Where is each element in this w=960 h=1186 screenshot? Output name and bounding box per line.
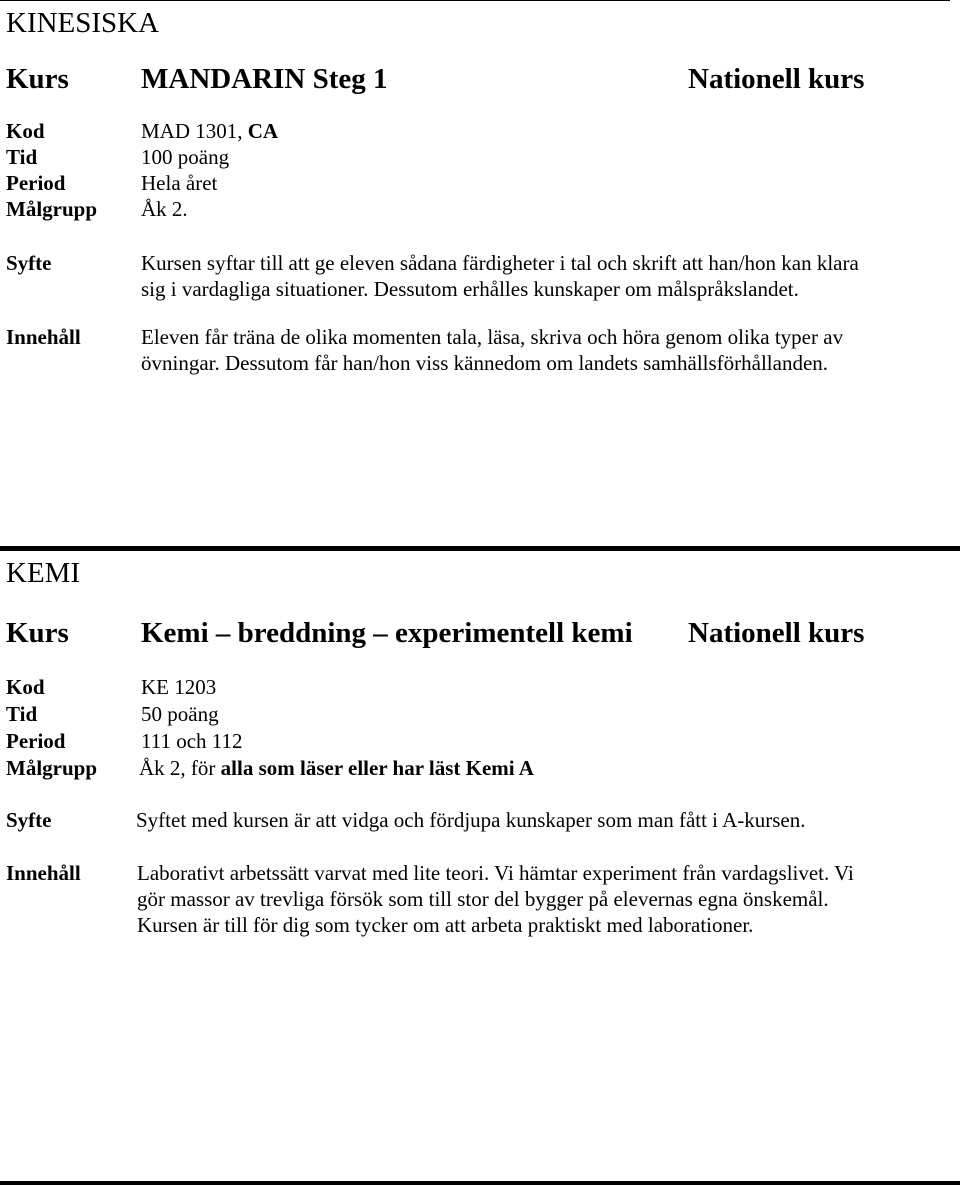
course-name: MANDARIN Steg 1 (141, 63, 388, 95)
innehall-line: Kursen är till för dig som tycker om att arbeta praktiskt med laborationer. (137, 913, 754, 937)
malgrupp-value-plain: Åk 2, för (139, 756, 216, 780)
innehall-line: Eleven får träna de olika momenten tala, läsa, skriva och höra genom olika typer av (141, 325, 844, 349)
malgrupp-value-bold: alla som läser eller har läst Kemi A (220, 756, 534, 780)
kod-label: Kod (6, 675, 45, 699)
kod-value-code: MAD 1301, (141, 119, 243, 143)
kurs-label: Kurs (6, 63, 69, 95)
syfte-line: Kursen syftar till att ge eleven sådana färdigheter i tal och skrift att han/hon kan klara (141, 251, 859, 275)
course-type: Nationell kurs (688, 617, 865, 649)
kod-label: Kod (6, 119, 45, 143)
innehall-label: Innehåll (6, 861, 81, 885)
innehall-text (141, 324, 843, 376)
innehall-label: Innehåll (6, 325, 81, 349)
top-rule (0, 0, 950, 1)
bottom-rule (0, 1181, 960, 1185)
syfte-text (136, 807, 806, 833)
course-name: Kemi – breddning – experimentell kemi (141, 617, 633, 649)
syfte-line: sig i vardagliga situationer. Dessutom erhålles kunskaper om målspråkslandet. (141, 277, 799, 301)
tid-label: Tid (6, 145, 38, 169)
malgrupp-value (139, 755, 534, 781)
syfte-label: Syfte (6, 251, 52, 275)
subject-heading-kemi: KEMI (6, 557, 81, 589)
period-value: 111 och 112 (141, 729, 243, 753)
malgrupp-value: Åk 2. (141, 197, 188, 221)
section-divider-rule (0, 546, 960, 551)
innehall-line: gör massor av trevliga försök som till stor del bygger på elevernas egna önskemål. (137, 887, 829, 911)
tid-value: 50 poäng (141, 702, 219, 726)
syfte-label: Syfte (6, 808, 52, 832)
kod-value (141, 118, 278, 144)
malgrupp-label: Målgrupp (6, 756, 98, 780)
syfte-text (141, 250, 859, 302)
course-type: Nationell kurs (688, 63, 865, 95)
tid-value: 100 poäng (141, 145, 230, 169)
subject-heading-kinesiska: KINESISKA (6, 7, 160, 39)
period-label: Period (6, 729, 66, 753)
tid-label: Tid (6, 702, 38, 726)
innehall-text (137, 860, 854, 938)
kod-value: KE 1203 (141, 675, 217, 699)
kurs-label: Kurs (6, 617, 69, 649)
innehall-line: Laborativt arbetssätt varvat med lite teori. Vi hämtar experiment från vardagslivet. Vi (137, 861, 854, 885)
syfte-line: Syftet med kursen är att vidga och fördjupa kunskaper som man fått i A-kursen. (136, 808, 806, 832)
innehall-line: övningar. Dessutom får han/hon viss kännedom om landets samhällsförhållanden. (141, 351, 829, 375)
kod-value-ca: CA (247, 119, 279, 143)
period-value: Hela året (141, 171, 218, 195)
malgrupp-label: Målgrupp (6, 197, 98, 221)
period-label: Period (6, 171, 66, 195)
